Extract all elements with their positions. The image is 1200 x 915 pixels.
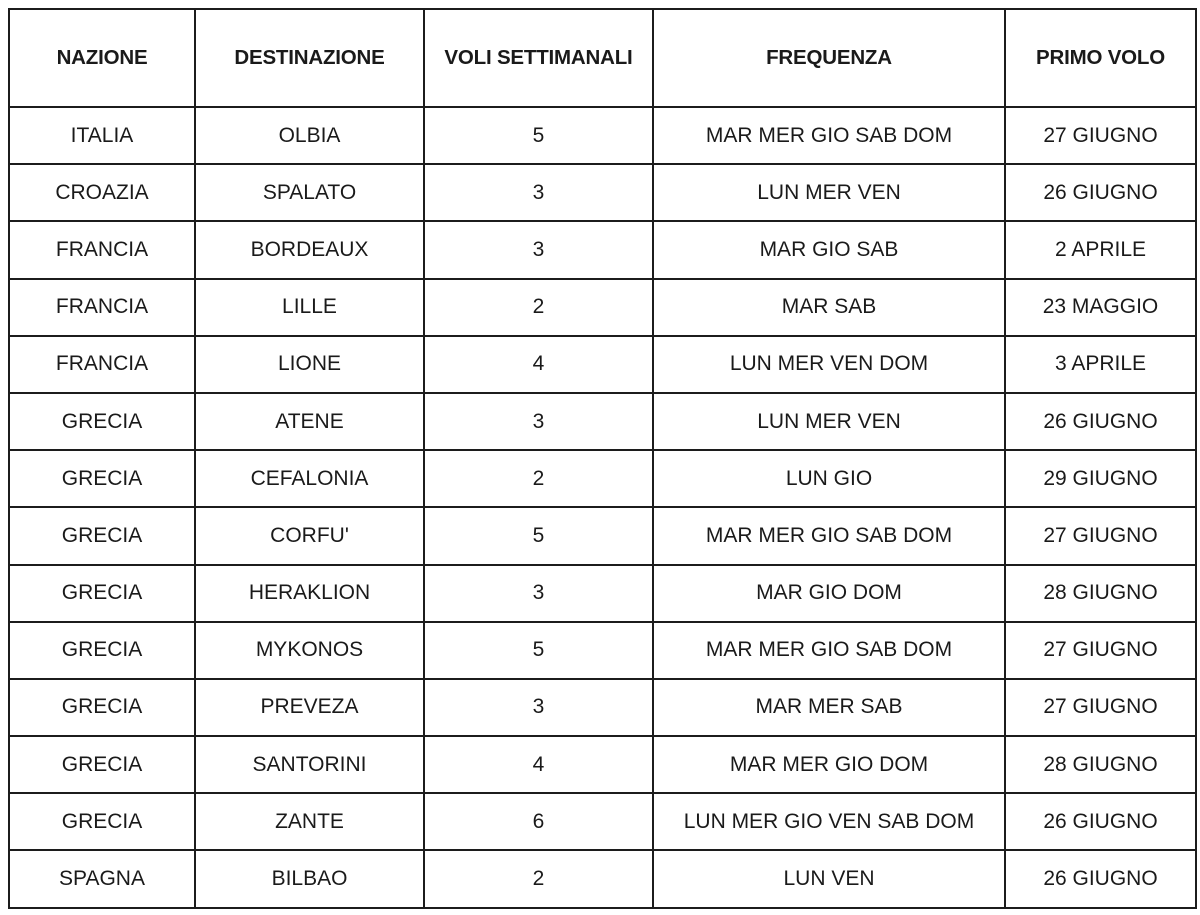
cell-voli-settimanali: 2 (424, 450, 653, 507)
cell-voli-settimanali: 3 (424, 221, 653, 278)
cell-primo-volo: 26 GIUGNO (1005, 393, 1196, 450)
header-row (9, 9, 1196, 107)
cell-nazione: GRECIA (9, 736, 195, 793)
cell-voli-settimanali: 2 (424, 279, 653, 336)
cell-frequenza: MAR GIO DOM (653, 565, 1005, 622)
cell-frequenza: MAR MER GIO SAB DOM (653, 622, 1005, 679)
cell-nazione: CROAZIA (9, 164, 195, 221)
table-row (9, 393, 1196, 450)
table-row (9, 107, 1196, 164)
cell-primo-volo: 3 APRILE (1005, 336, 1196, 393)
cell-frequenza: LUN MER GIO VEN SAB DOM (653, 793, 1005, 850)
cell-frequenza: MAR MER GIO SAB DOM (653, 507, 1005, 564)
cell-destinazione: OLBIA (195, 107, 424, 164)
cell-voli-settimanali: 5 (424, 107, 653, 164)
cell-destinazione: LIONE (195, 336, 424, 393)
cell-nazione: GRECIA (9, 393, 195, 450)
cell-frequenza: MAR SAB (653, 279, 1005, 336)
cell-primo-volo: 27 GIUGNO (1005, 622, 1196, 679)
table-row (9, 622, 1196, 679)
flights-table (8, 8, 1197, 909)
table-row (9, 450, 1196, 507)
table-row (9, 164, 1196, 221)
cell-voli-settimanali: 3 (424, 565, 653, 622)
flights-table-container (8, 8, 1197, 909)
cell-voli-settimanali: 3 (424, 679, 653, 736)
header-frequenza: FREQUENZA (653, 9, 1005, 107)
header-voli-settimanali: VOLI SETTIMANALI (424, 9, 653, 107)
cell-nazione: GRECIA (9, 793, 195, 850)
cell-voli-settimanali: 2 (424, 850, 653, 907)
cell-primo-volo: 29 GIUGNO (1005, 450, 1196, 507)
cell-nazione: FRANCIA (9, 221, 195, 278)
cell-destinazione: ATENE (195, 393, 424, 450)
cell-nazione: SPAGNA (9, 850, 195, 907)
cell-voli-settimanali: 5 (424, 507, 653, 564)
cell-frequenza: MAR MER GIO SAB DOM (653, 107, 1005, 164)
cell-voli-settimanali: 3 (424, 164, 653, 221)
table-row (9, 793, 1196, 850)
cell-destinazione: CORFU' (195, 507, 424, 564)
cell-nazione: GRECIA (9, 622, 195, 679)
cell-destinazione: PREVEZA (195, 679, 424, 736)
cell-destinazione: SPALATO (195, 164, 424, 221)
cell-destinazione: CEFALONIA (195, 450, 424, 507)
cell-nazione: GRECIA (9, 679, 195, 736)
cell-destinazione: SANTORINI (195, 736, 424, 793)
cell-primo-volo: 27 GIUGNO (1005, 107, 1196, 164)
cell-frequenza: LUN MER VEN (653, 164, 1005, 221)
header-destinazione: DESTINAZIONE (195, 9, 424, 107)
table-row (9, 736, 1196, 793)
table-row (9, 850, 1196, 907)
cell-primo-volo: 26 GIUGNO (1005, 850, 1196, 907)
cell-primo-volo: 28 GIUGNO (1005, 565, 1196, 622)
cell-destinazione: LILLE (195, 279, 424, 336)
table-row (9, 565, 1196, 622)
cell-nazione: ITALIA (9, 107, 195, 164)
table-row (9, 507, 1196, 564)
cell-frequenza: MAR MER SAB (653, 679, 1005, 736)
table-row (9, 279, 1196, 336)
cell-destinazione: MYKONOS (195, 622, 424, 679)
cell-destinazione: ZANTE (195, 793, 424, 850)
header-nazione: NAZIONE (9, 9, 195, 107)
cell-nazione: FRANCIA (9, 279, 195, 336)
cell-primo-volo: 26 GIUGNO (1005, 793, 1196, 850)
cell-nazione: GRECIA (9, 507, 195, 564)
cell-destinazione: HERAKLION (195, 565, 424, 622)
cell-voli-settimanali: 6 (424, 793, 653, 850)
cell-frequenza: LUN GIO (653, 450, 1005, 507)
table-row (9, 221, 1196, 278)
header-primo-volo: PRIMO VOLO (1005, 9, 1196, 107)
cell-destinazione: BORDEAUX (195, 221, 424, 278)
cell-voli-settimanali: 3 (424, 393, 653, 450)
cell-nazione: GRECIA (9, 450, 195, 507)
table-row (9, 336, 1196, 393)
cell-voli-settimanali: 4 (424, 336, 653, 393)
cell-frequenza: MAR GIO SAB (653, 221, 1005, 278)
cell-primo-volo: 28 GIUGNO (1005, 736, 1196, 793)
cell-primo-volo: 26 GIUGNO (1005, 164, 1196, 221)
cell-nazione: GRECIA (9, 565, 195, 622)
cell-primo-volo: 27 GIUGNO (1005, 507, 1196, 564)
cell-primo-volo: 23 MAGGIO (1005, 279, 1196, 336)
cell-frequenza: MAR MER GIO DOM (653, 736, 1005, 793)
cell-frequenza: LUN VEN (653, 850, 1005, 907)
cell-frequenza: LUN MER VEN DOM (653, 336, 1005, 393)
cell-frequenza: LUN MER VEN (653, 393, 1005, 450)
cell-primo-volo: 27 GIUGNO (1005, 679, 1196, 736)
cell-primo-volo: 2 APRILE (1005, 221, 1196, 278)
cell-destinazione: BILBAO (195, 850, 424, 907)
cell-nazione: FRANCIA (9, 336, 195, 393)
table-body (9, 107, 1196, 908)
cell-voli-settimanali: 5 (424, 622, 653, 679)
table-row (9, 679, 1196, 736)
table-header (9, 9, 1196, 107)
cell-voli-settimanali: 4 (424, 736, 653, 793)
